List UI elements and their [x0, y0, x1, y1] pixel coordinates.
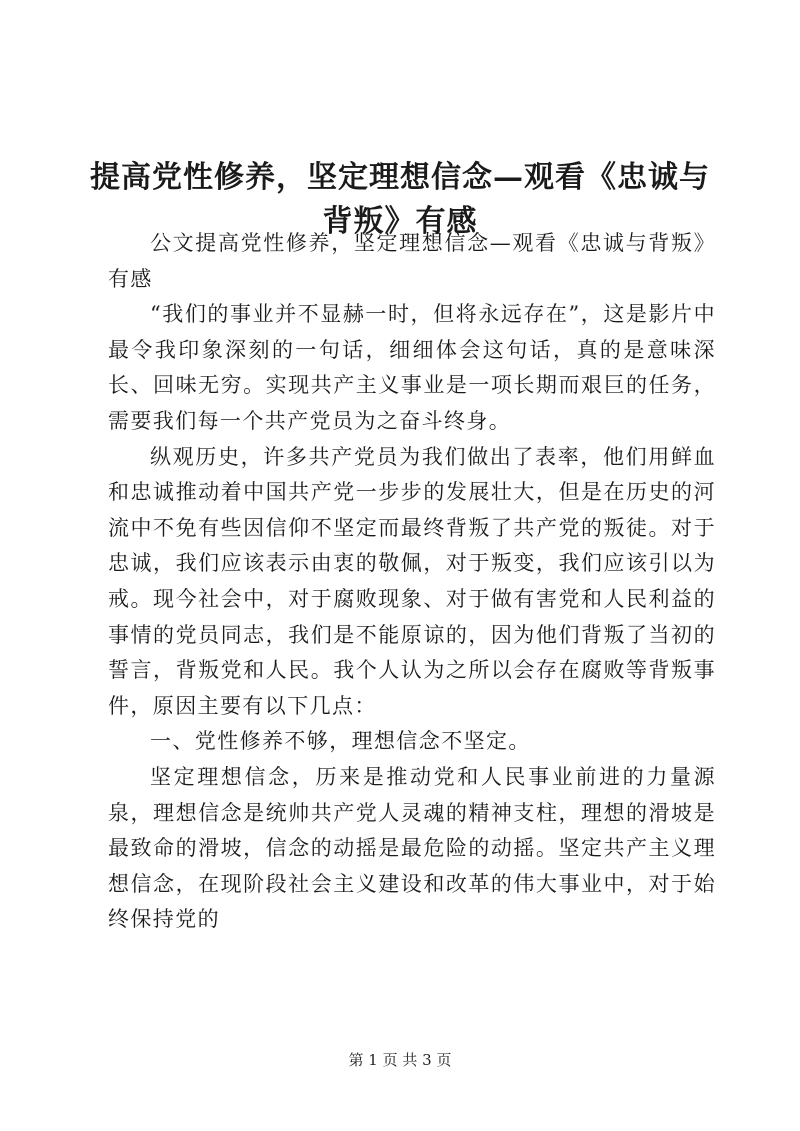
paragraph-history: 纵观历史，许多共产党员为我们做出了表率，他们用鲜血和忠诚推动着中国共产党一步步的发展壮大，但是在历史的河流中不免有些因信仰不坚定而最终背叛了共产党的叛徒。对于忠诚，我们应该表示由衷的敬佩，对于叛变，我们应该引以为戒。现今社会中，对于腐败现象、对于做有害党和人民利益的事情的党员同志，我们是不能原谅的，因为他们背叛了当初的誓言，背叛党和人民。我个人认为之所以会存在腐败等背叛事件，原因主要有以下几点：: [108, 444, 716, 718]
paragraph-quote: “我们的事业并不显赫一时，但将永远存在”，这是影片中最令我印象深刻的一句话，细细体会这句话，真的是意味深长、回味无穷。实现共产主义事业是一项长期而艰巨的任务，需要我们每一个共产党员为之奋斗终身。: [108, 302, 716, 433]
paragraph-intro: 公文提高党性修养，坚定理想信念—观看《忠诚与背叛》有感: [108, 231, 716, 291]
document-body: [108, 226, 716, 938]
paragraph-ideals: 坚定理想信念，历来是推动党和人民事业前进的力量源泉，理想信念是统帅共产党人灵魂的精神支柱，理想的滑坡是最致命的滑坡，信念的动摇是最危险的动摇。坚定共产主义理想信念，在现阶段社会主义建设和改革的伟大事业中，对于始终保持党的: [108, 764, 716, 932]
page-number-footer: 第 1 页 共 3 页: [348, 1051, 452, 1069]
paragraph-point-one: 一、党性修养不够，理想信念不坚定。: [150, 729, 531, 754]
document-title: 提高党性修养，坚定理想信念—观看《忠诚与背叛》有感: [90, 160, 710, 240]
